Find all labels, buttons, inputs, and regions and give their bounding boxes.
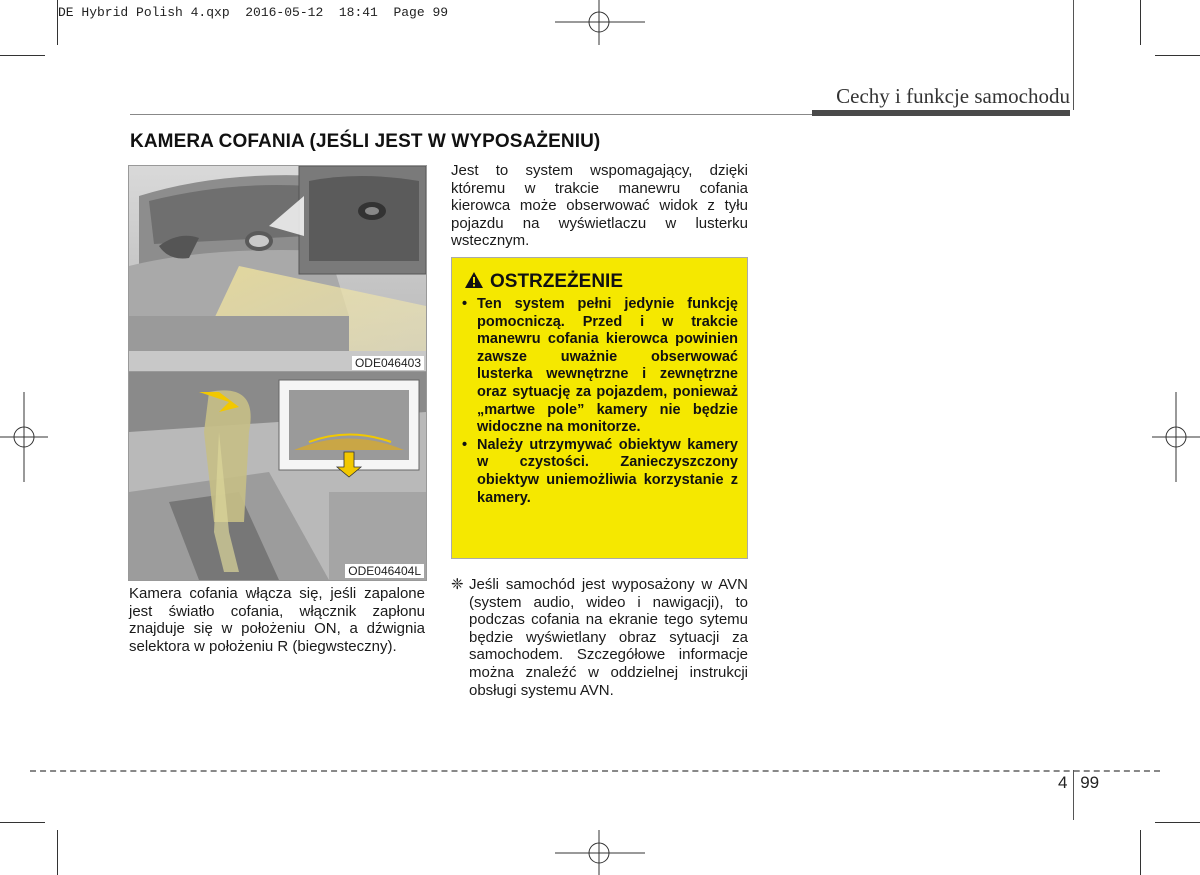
print-header: DE Hybrid Polish 4.qxp 2016-05-12 18:41 Page 99	[58, 5, 449, 20]
left-body-text: Kamera cofania włącza się, jeśli zapalone jest światło cofania, włącznik zapłonu znajduje się w położeniu ON, a dźwignia selektora w położeniu R (biegwsteczny).	[129, 585, 425, 655]
warning-item: • Należy utrzymywać obiektyw kamery w czystości. Zanieczyszczony obiektyw uniemożliwia korzystanie z kamery.	[460, 437, 738, 507]
page-number	[1058, 773, 1099, 793]
warning-title-text: OSTRZEŻENIE	[490, 271, 624, 292]
figure-gear-selector	[128, 371, 427, 581]
note-symbol: ❈	[451, 576, 464, 593]
figure-caption: ODE046404L	[345, 564, 424, 578]
warning-title	[466, 271, 623, 293]
page-heading: KAMERA COFANIA (JEŚLI JEST W WYPOSAŻENIU)	[130, 131, 601, 152]
footer-dashed-rule	[30, 770, 1160, 772]
warning-item: • Ten system pełni jedynie funkcję pomocniczą. Przed i w trakcie manewru cofania kierowca powinien zawsze uważnie obserwować lusterka wewnętrzne i zewnętrzne oraz sytuację za pojazdem, ponieważ „martwe pole” kamery nie będzie widoczne na monitorze.	[460, 296, 738, 437]
intro-text: Jest to system wspomagający, dzięki któremu w trakcie manewru cofania kierowca może obserwować widok z tyłu pojazdu na wyświetlaczu w lusterku wstecznym.	[451, 162, 748, 250]
car-rear-illustration	[129, 166, 426, 372]
chapter-number: 4	[1058, 773, 1068, 792]
warning-triangle-icon	[464, 271, 484, 289]
section-rule	[812, 110, 1070, 116]
page-number-value: 99	[1080, 773, 1100, 792]
warning-list	[460, 296, 738, 507]
gear-selector-illustration	[129, 372, 426, 580]
figure-rear-camera	[128, 165, 427, 373]
note-text: Jeśli samochód jest wyposażony w AVN (system audio, wideo i nawigacji), to podczas cofania na ekranie tego sytemu będzie wyświetlany obraz sytuacji za samochodem. Szczegółowe informacje można znaleźć w oddzielnej instrukcji obsługi systemu AVN.	[469, 576, 748, 699]
figure-caption: ODE046403	[352, 356, 424, 370]
warning-box	[451, 257, 748, 559]
section-title: Cechy i funkcje samochodu	[836, 84, 1070, 108]
